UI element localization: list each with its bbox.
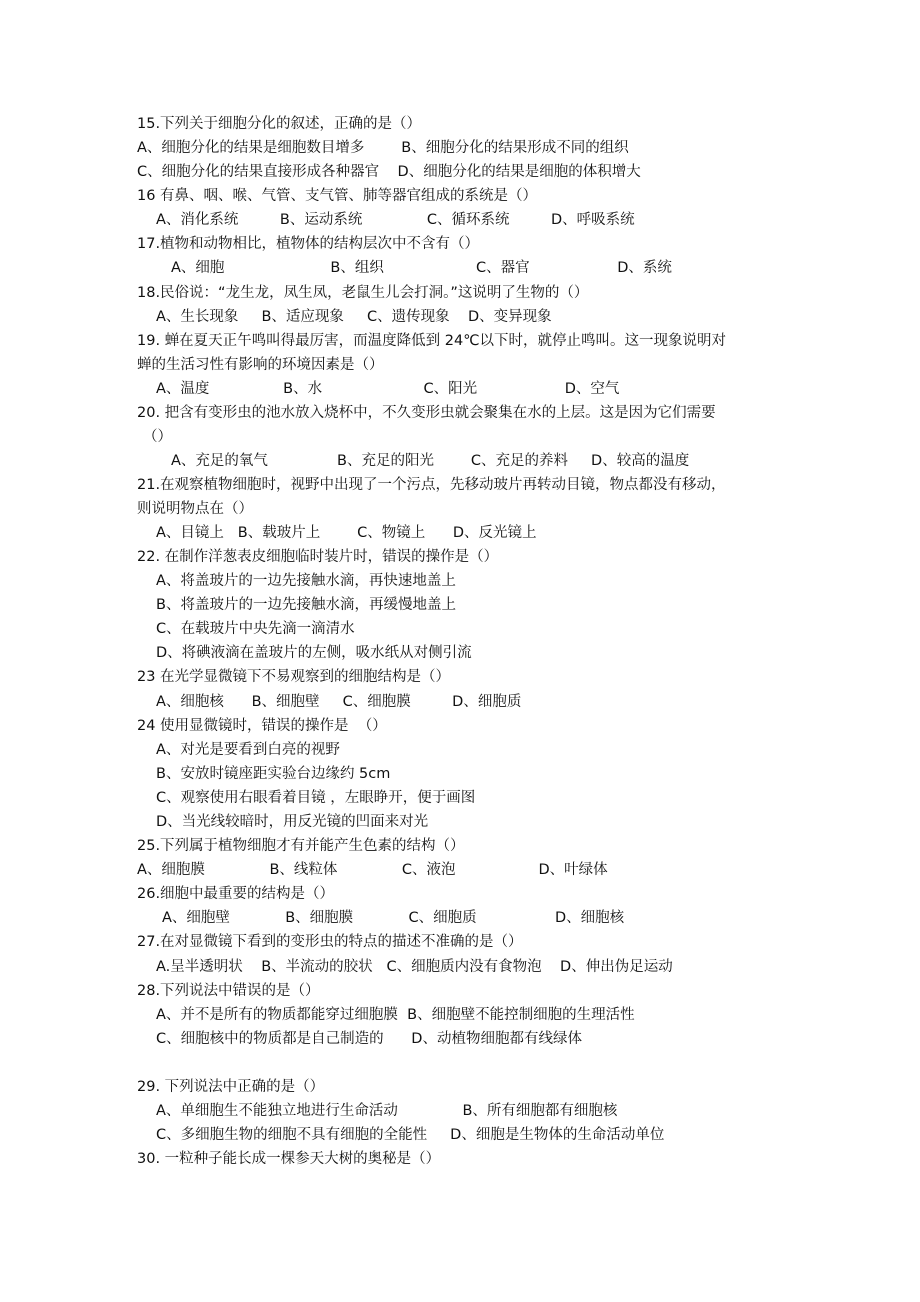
q25-stem: 25.下列属于植物细胞才有并能产生色素的结构（） — [137, 838, 465, 854]
q15-options-cd: C、细胞分化的结果直接形成各种器官 D、细胞分化的结果是细胞的体积增大 — [137, 164, 641, 180]
q20-stem-line2: （） — [143, 429, 172, 445]
q16-options: A、消化系统 B、运动系统 C、循环系统 D、呼吸系统 — [156, 212, 635, 228]
q19-stem-line1: 19. 蝉在夏天正午鸣叫得最厉害，而温度降低到 24℃以下时，就停止鸣叫。这一现象说明对 — [137, 333, 727, 349]
q24-option-d: D、当光线较暗时，用反光镜的凹面来对光 — [156, 814, 429, 830]
q29-options-cd: C、多细胞生物的细胞不具有细胞的全能性 D、细胞是生物体的生命活动单位 — [156, 1127, 665, 1143]
q22-option-c: C、在载玻片中央先滴一滴清水 — [156, 621, 355, 637]
q24-option-c: C、观察使用右眼看着目镜 ，左眼睁开，便于画图 — [156, 790, 476, 806]
q18-stem: 18.民俗说：“龙生龙，凤生凤，老鼠生儿会打洞。”这说明了生物的（） — [137, 285, 589, 301]
q21-stem-line1: 21.在观察植物细胞时，视野中出现了一个污点，先移动玻片再转动目镜，物点都没有移动， — [137, 477, 726, 493]
q22-option-d: D、将碘液滴在盖玻片的左侧，吸水纸从对侧引流 — [156, 645, 472, 661]
q19-options: A、温度 B、水 C、阳光 D、空气 — [156, 381, 620, 397]
q29-options-ab: A、单细胞生不能独立地进行生命活动 B、所有细胞都有细胞核 — [156, 1103, 618, 1119]
q28-stem: 28.下列说法中错误的是（） — [137, 983, 320, 999]
q23-stem: 23 在光学显微镜下不易观察到的细胞结构是（） — [137, 669, 451, 685]
q24-option-b: B、安放时镜座距实验台边缘约 5cm — [156, 766, 391, 782]
q27-options: A.呈半透明状 B、半流动的胶状 C、细胞质内没有食物泡 D、伸出伪足运动 — [156, 959, 673, 975]
q27-stem: 27.在对显微镜下看到的变形虫的特点的描述不准确的是（） — [137, 934, 523, 950]
q21-stem-line2: 则说明物点在（） — [137, 501, 253, 517]
q29-stem: 29. 下列说法中正确的是（） — [137, 1079, 325, 1095]
q21-options: A、目镜上 B、载玻片上 C、物镜上 D、反光镜上 — [156, 525, 537, 541]
q20-stem-line1: 20. 把含有变形虫的池水放入烧杯中，不久变形虫就会聚集在水的上层。这是因为它们需要 — [137, 405, 716, 421]
q28-options-cd: C、细胞核中的物质都是自己制造的 D、动植物细胞都有线绿体 — [156, 1031, 582, 1047]
q15-options-ab: A、细胞分化的结果是细胞数目增多 B、细胞分化的结果形成不同的组织 — [137, 140, 629, 156]
q30-stem: 30. 一粒种子能长成一棵参天大树的奥秘是（） — [137, 1151, 441, 1167]
q15-stem: 15.下列关于细胞分化的叙述，正确的是（） — [137, 116, 422, 132]
q28-options-ab: A、并不是所有的物质都能穿过细胞膜 B、细胞壁不能控制细胞的生理活性 — [156, 1007, 635, 1023]
q19-stem-line2: 蝉的生活习性有影响的环境因素是（） — [137, 357, 384, 373]
q22-option-b: B、将盖玻片的一边先接触水滴，再缓慢地盖上 — [156, 597, 456, 613]
q26-options: A、细胞壁 B、细胞膜 C、细胞质 D、细胞核 — [162, 910, 625, 926]
q26-stem: 26.细胞中最重要的结构是（） — [137, 886, 335, 902]
q25-options: A、细胞膜 B、线粒体 C、液泡 D、叶绿体 — [137, 862, 608, 878]
q16-stem: 16 有鼻、咽、喉、气管、支气管、肺等器官组成的系统是（） — [137, 188, 538, 204]
q17-options: A、细胞 B、组织 C、器官 D、系统 — [171, 260, 672, 276]
q18-options: A、生长现象 B、适应现象 C、遗传现象 D、变异现象 — [156, 309, 552, 325]
q23-options: A、细胞核 B、细胞壁 C、细胞膜 D、细胞质 — [156, 694, 522, 710]
q22-option-a: A、将盖玻片的一边先接触水滴，再快速地盖上 — [156, 573, 456, 589]
q24-option-a: A、对光是要看到白亮的视野 — [156, 742, 340, 758]
q20-options: A、充足的氧气 B、充足的阳光 C、充足的养料 D、较高的温度 — [171, 453, 690, 469]
q22-stem: 22. 在制作洋葱表皮细胞临时装片时，错误的操作是（） — [137, 549, 499, 565]
q17-stem: 17.植物和动物相比，植物体的结构层次中不含有（） — [137, 236, 480, 252]
q24-stem: 24 使用显微镜时，错误的操作是 （） — [137, 718, 387, 734]
